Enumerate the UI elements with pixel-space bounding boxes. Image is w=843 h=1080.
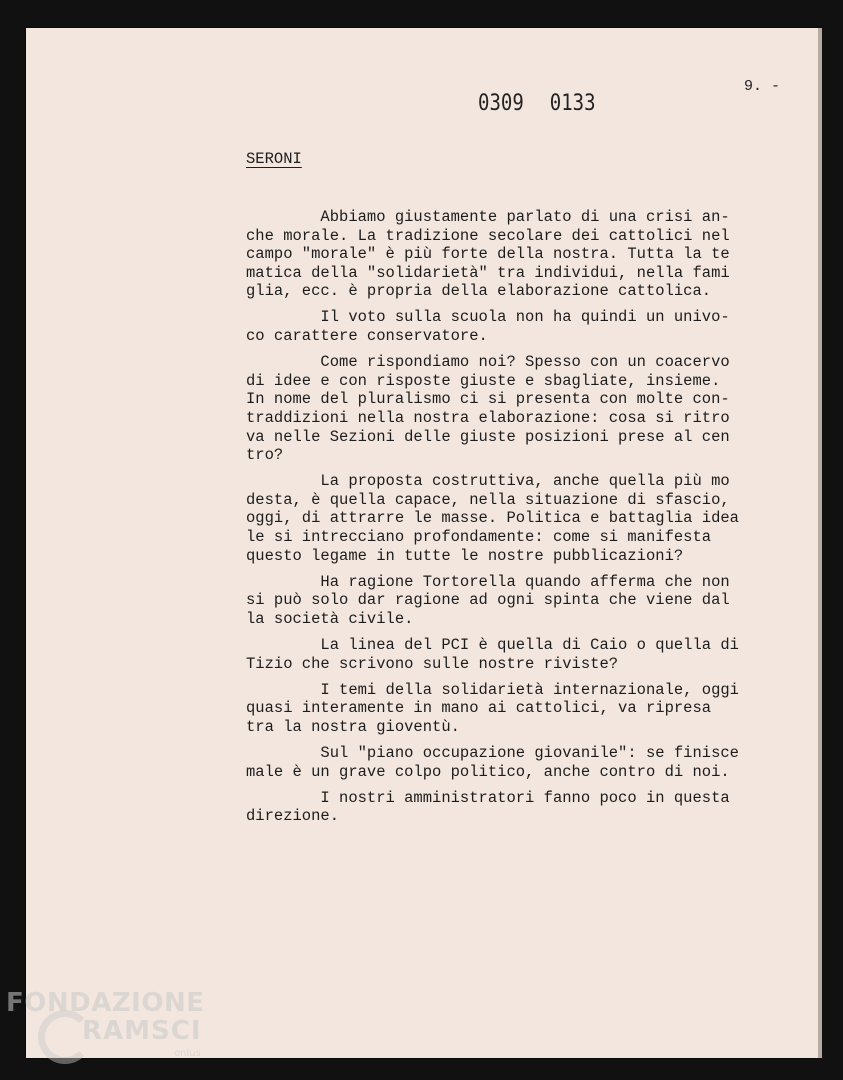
paragraph xyxy=(246,308,766,345)
paragraph xyxy=(246,681,766,737)
text-line: oggi, di attrarre le masse. Politica e battaglia idea xyxy=(246,509,739,528)
page-edge xyxy=(818,28,822,1058)
speaker-heading: SERONI xyxy=(246,150,302,168)
text-line: traddizioni nella nostra elaborazione: cosa si ritro xyxy=(246,408,730,427)
text-line: glia, ecc. è propria della elaborazione cattolica. xyxy=(246,282,712,301)
text-line: campo "morale" è più forte della nostra. Tutta la te xyxy=(246,245,730,264)
text-line: Ha ragione Tortorella quando afferma che non xyxy=(246,572,730,591)
paragraph xyxy=(246,573,766,629)
body-text xyxy=(246,208,766,833)
paragraph xyxy=(246,744,766,781)
archive-stamp xyxy=(478,90,622,115)
text-line: di idee e con risposte giuste e sbagliate, insieme. xyxy=(246,371,721,390)
text-line: Il voto sulla scuola non ha quindi un univo- xyxy=(246,308,730,327)
text-line: direzione. xyxy=(246,807,340,826)
paragraph xyxy=(246,636,766,673)
watermark-line-2: RAMSCI xyxy=(82,1016,202,1046)
text-line: tro? xyxy=(246,446,284,465)
watermark-suffix: onlus xyxy=(174,1048,201,1059)
text-line: questo legame in tutte le nostre pubblicazioni? xyxy=(246,546,684,565)
page-number: 9. - xyxy=(744,78,781,95)
text-line: I nostri amministratori fanno poco in questa xyxy=(246,788,730,807)
archive-number-1: 0309 xyxy=(478,90,524,116)
text-line: In nome del pluralismo ci si presenta con molte con- xyxy=(246,390,730,409)
archive-number-2: 0133 xyxy=(549,90,596,116)
paragraph xyxy=(246,353,766,465)
text-line: Abbiamo giustamente parlato di una crisi an- xyxy=(246,208,730,226)
text-line: Sul "piano occupazione giovanile": se finisce xyxy=(246,743,739,762)
paragraph xyxy=(246,472,766,565)
text-line: tra la nostra gioventù. xyxy=(246,717,460,736)
text-line: la società civile. xyxy=(246,609,414,628)
watermark-line-1: FONDAZIONE xyxy=(6,988,205,1018)
text-line: co carattere conservatore. xyxy=(246,327,488,346)
text-line: matica della "solidarietà" tra individui, nella fami xyxy=(246,263,730,282)
paragraph xyxy=(246,789,766,826)
text-line: I temi della solidarietà internazionale, oggi xyxy=(246,680,739,699)
text-line: va nelle Sezioni delle giuste posizioni prese al cen xyxy=(246,427,730,446)
text-line: le si intrecciano profondamente: come si manifesta xyxy=(246,528,712,546)
text-line: male è un grave colpo politico, anche contro di noi. xyxy=(246,762,730,781)
text-line: si può solo dar ragione ad ogni spinta che viene dal xyxy=(246,591,730,610)
text-line: La proposta costruttiva, anche quella più mo xyxy=(246,472,730,491)
text-line: Come rispondiamo noi? Spesso con un coacervo xyxy=(246,353,730,372)
text-line: desta, è quella capace, nella situazione di sfascio, xyxy=(246,490,730,509)
text-line: che morale. La tradizione secolare dei cattolici nel xyxy=(246,226,730,245)
text-line: quasi interamente in mano ai cattolici, va ripresa xyxy=(246,699,712,718)
text-line: Tizio che scrivono sulle nostre riviste? xyxy=(246,654,619,673)
paragraph xyxy=(246,208,766,301)
text-line: La linea del PCI è quella di Caio o quella di xyxy=(246,635,739,654)
